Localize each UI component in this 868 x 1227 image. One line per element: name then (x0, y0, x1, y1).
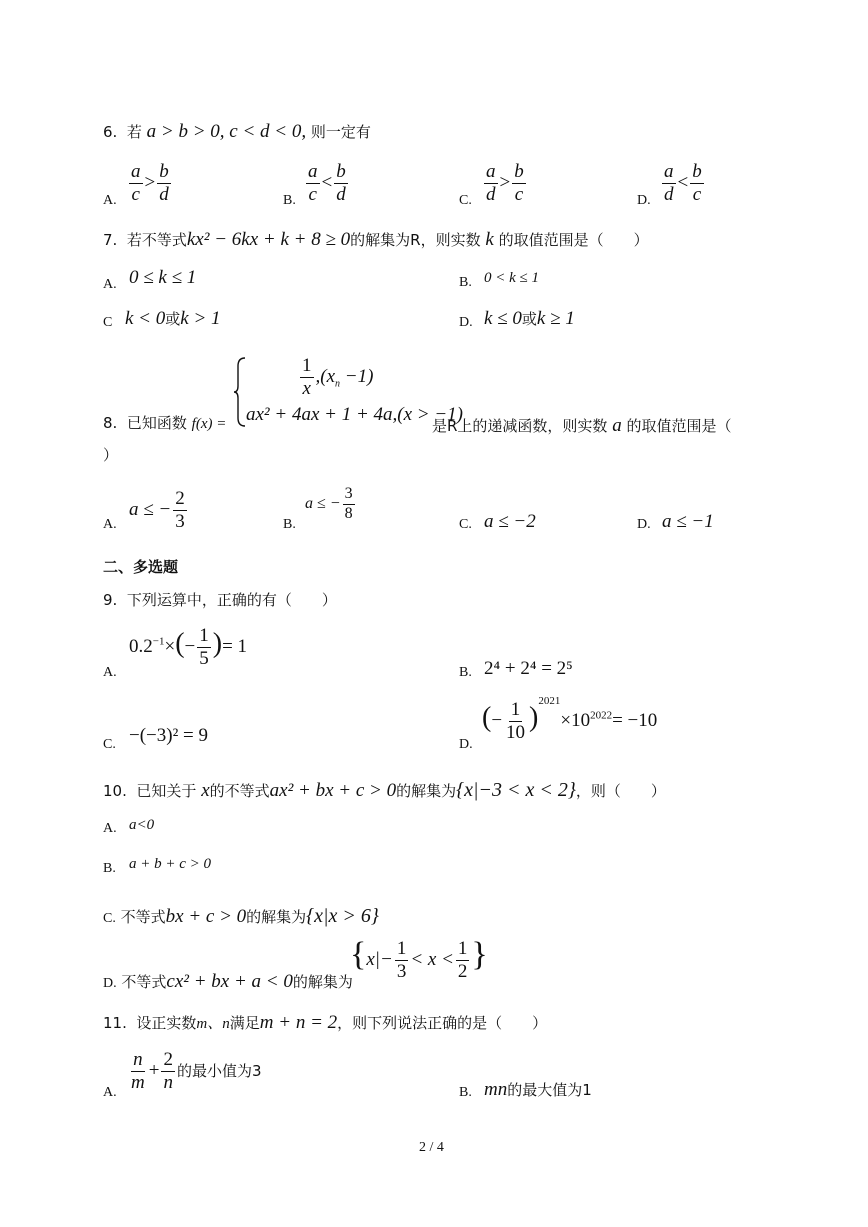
q8-stem-right (432, 416, 732, 435)
q8-stem-var: a (612, 415, 622, 436)
q7-option-d-label: D. (459, 315, 473, 330)
q7-stem-suffix: 的取值范围是（ ） (498, 231, 649, 249)
q9-option-c-label: C. (103, 737, 116, 752)
q7-number: 7. (103, 231, 118, 249)
q8-option-c: a ≤ −2 (484, 511, 536, 532)
q9-option-d-label: D. (459, 737, 473, 752)
q11-stem-vars: m、n (196, 1016, 230, 1032)
q10-option-c-label: C. (103, 911, 116, 926)
q8-option-c-label: C. (459, 517, 472, 532)
q11-stem-mid: 满足 (229, 1014, 260, 1032)
q7-option-d: k ≤ 0或k ≥ 1 (484, 308, 575, 329)
q9-option-b-label: B. (459, 665, 472, 680)
q6-option-c: $\frac{a}{d}$ > $\frac{b}{c}$ (486, 161, 524, 205)
q9-number: 9. (103, 591, 118, 609)
q10-number: 10. (103, 782, 127, 800)
q10-option-d-set: {x|− $\frac{1}{3}$ < x < $\frac{1}{2}$ } (350, 936, 488, 983)
q8-stem-prefix: 已知函数 (126, 414, 187, 432)
q7-stem (103, 230, 649, 249)
q10-stem-prefix: 已知关于 (136, 782, 197, 800)
q7-option-c-label: C (103, 315, 113, 330)
q6-option-a: $\frac{a}{c}$ > $\frac{b}{d}$ (131, 161, 169, 205)
q9-option-a-label: A. (103, 665, 117, 680)
q6-stem (103, 122, 371, 141)
q10-option-d-label: D. (103, 976, 117, 991)
q7-stem-math: kx² − 6kx + k + 8 ≥ 0 (186, 229, 351, 250)
q11-stem-prefix: 设正实数 (136, 1014, 197, 1032)
q10-option-a: a<0 (129, 817, 155, 833)
q6-number: 6. (103, 123, 118, 141)
q6-option-d: $\frac{a}{d}$ < $\frac{b}{c}$ (664, 161, 702, 205)
q11-option-b-label: B. (459, 1085, 472, 1100)
q6-option-a-label: A. (103, 193, 117, 208)
q9-stem-text: 下列运算中，正确的有（ ） (126, 591, 337, 609)
q6-stem-suffix: 则一定有 (310, 123, 371, 141)
q11-number: 11. (103, 1014, 127, 1032)
q7-option-a: 0 ≤ k ≤ 1 (129, 267, 197, 288)
q9-option-d: (− $\frac{1}{10}$ )$^{2021}\times 10^{2022}= -10$ (482, 695, 658, 743)
q10-stem-mid2: 的解集为 (396, 782, 457, 800)
q6-option-b: $\frac{a}{c}$ < $\frac{b}{d}$ (308, 161, 346, 205)
q11-stem-suffix: ，则下列说法正确的是（ ） (337, 1014, 548, 1032)
q8-option-a-label: A. (103, 517, 117, 532)
q6-option-c-label: C. (459, 193, 472, 208)
q10-stem-suffix: ，则（ ） (575, 782, 666, 800)
q10-stem (103, 780, 666, 800)
q8-stem-suffix: 是R上的递减函数，则实数 (432, 417, 608, 435)
q7-option-b-label: B. (459, 275, 472, 290)
q11-option-b: mn的最大值为1 (484, 1079, 592, 1100)
section-title: 二、多选题 (103, 558, 179, 576)
q6-stem-math: a > b > 0, c < d < 0, (146, 121, 307, 142)
q8-stem-close: ） (103, 446, 119, 464)
q10-stem-mid: 的不等式 (209, 782, 270, 800)
q9-stem (103, 593, 337, 608)
q6-option-d-label: D. (637, 193, 651, 208)
q7-option-a-label: A. (103, 277, 117, 292)
q6-stem-prefix: 若 (126, 123, 142, 141)
q8-option-d-label: D. (637, 517, 651, 532)
q7-stem-var: k (485, 229, 494, 250)
q11-option-a-label: A. (103, 1085, 117, 1100)
q10-stem-var: x (201, 780, 210, 801)
q8-option-d: a ≤ −1 (662, 511, 714, 532)
q10-option-b: a + b + c > 0 (129, 856, 212, 872)
q10-option-a-label: A. (103, 821, 117, 836)
q11-option-a: $\frac{n}{m}$ + $\frac{2}{n}$ 的最小值为3 (131, 1049, 262, 1093)
q10-stem-math: ax² + bx + c > 0 (269, 780, 397, 801)
q8-option-b: a ≤ − $\frac{3}{8}$ (305, 485, 353, 522)
q8-option-a: a ≤ − $\frac{2}{3}$ (129, 488, 185, 532)
q7-stem-prefix: 若不等式 (126, 231, 187, 249)
q8-stem-suffix2: 的取值范围是（ (626, 417, 732, 435)
q9-option-b: 2⁴ + 2⁴ = 2⁵ (484, 658, 573, 679)
q11-stem (103, 1013, 547, 1032)
q6-option-b-label: B. (283, 193, 296, 208)
q8-option-b-label: B. (283, 517, 296, 532)
q10-option-b-label: B. (103, 861, 116, 876)
q8-number: 8. (103, 414, 118, 432)
q8-case-1: $\frac{1}{x}$ $,(x_n -1)$ (302, 355, 374, 399)
q8-case-2: ax² + 4ax + 1 + 4a,(x > −1) (246, 404, 464, 425)
q7-option-c: k < 0或k > 1 (125, 308, 221, 329)
q9-option-c: −(−3)² = 9 (129, 725, 208, 746)
q10-option-d-left: D. 不等式cx² + bx + a < 0的解集为 (103, 971, 353, 992)
q8-func: f(x) = (191, 416, 227, 432)
page-number: 2 / 4 (419, 1140, 444, 1155)
q8-stem-left (103, 416, 226, 432)
q7-option-b: 0 < k ≤ 1 (484, 270, 540, 286)
q10-stem-set: {x|−3 < x < 2} (456, 779, 576, 801)
q11-stem-math: m + n = 2 (259, 1012, 338, 1033)
q9-option-a: $0.2^{-1}\times(-$ $\frac{1}{5}$ )= 1 (129, 625, 248, 669)
q10-option-c: C. 不等式bx + c > 0的解集为{x|x > 6} (103, 905, 379, 927)
q7-stem-mid: 的解集为R，则实数 (350, 231, 481, 249)
